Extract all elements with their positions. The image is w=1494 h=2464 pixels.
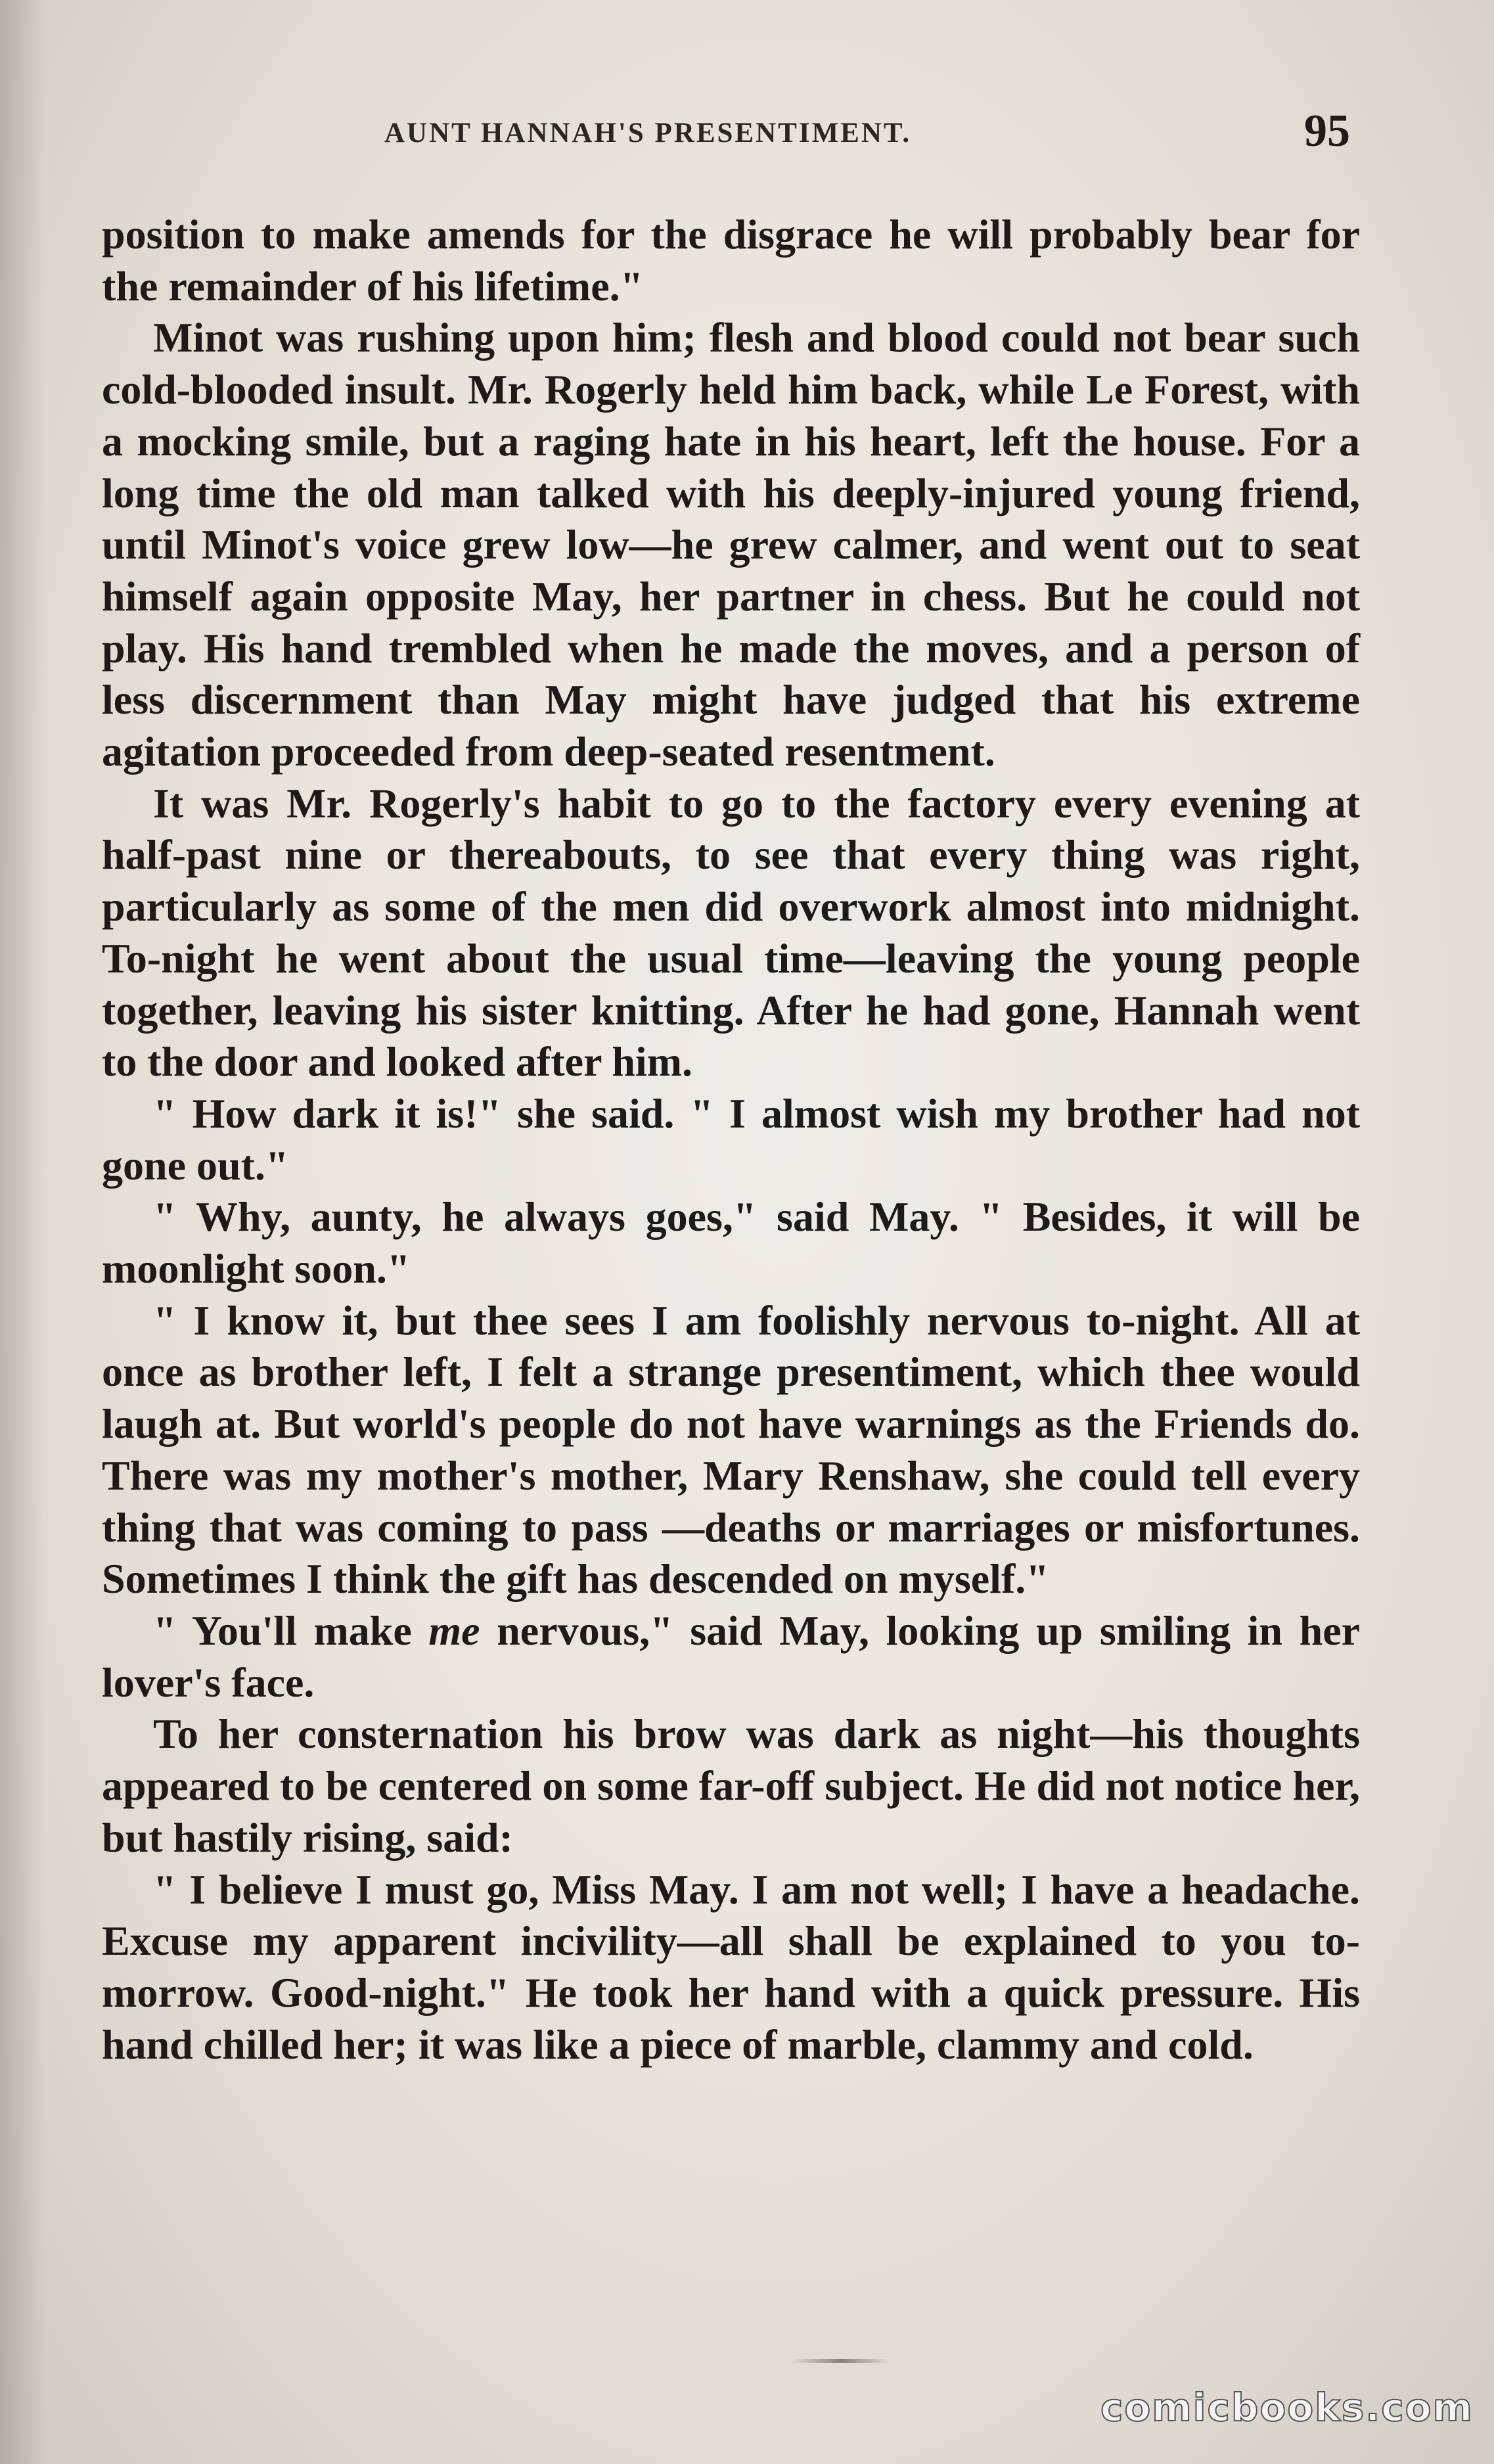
paragraph: " How dark it is!" she said. " I almost wish my brother had not gone out." [102, 1089, 1360, 1189]
paragraph-text: " You'll make [153, 1607, 429, 1654]
paragraph: " I believe I must go, Miss May. I am not well; I have a headache. Excuse my apparent incivility—all shall be explained to you to-morrow. Good-night." He took her hand with a quick pressure. His hand chilled her; it was like a piece of marble, clammy and cold. [102, 1865, 1360, 2068]
paragraph: " I know it, but thee sees I am foolishly nervous to-night. All at once as brother left, I felt a strange presentiment, which thee would laugh at. But world's people do not have warnings as the Friends do. There was my mother's mother, Mary Renshaw, she could tell every thing that was coming to pass —deaths or marriages or misfortunes. Sometimes I think the gift has descended on myself." [102, 1296, 1360, 1603]
paragraph: To her consternation his brow was dark as night—his thoughts appeared to be centered on some far-off subject. He did not notice her, but hastily rising, said: [102, 1710, 1360, 1861]
paragraph: Minot was rushing upon him; flesh and blood could not bear such cold-blooded insult. Mr. Rogerly held him back, while Le Forest, with a mocking smile, but a raging hate in his heart, left the house. For a long time the old man talked with his deeply-injured young friend, until Minot's voice grew low—he grew calmer, and went out to seat himself again opposite May, her partner in chess. But he could not play. His hand trembled when he made the moves, and a person of less discernment than May might have judged that his extreme agitation proceeded from deep-seated resentment. [102, 314, 1360, 775]
paragraph: It was Mr. Rogerly's habit to go to the factory every evening at half-past nine or thereabouts, to see that every thing was right, particularly as some of the men did overwork almost into midnight. To-night he went about the usual time—leaving the young people together, leaving his sister knitting. After he had gone, Hannah went to the door and looked after him. [102, 779, 1360, 1085]
watermark-logo: comicbooks.com [1100, 2385, 1474, 2430]
emphasized-word: me [428, 1607, 480, 1654]
paragraph-text: nervous," said May, looking up smiling in her lover's face. [102, 1607, 1361, 1706]
page-header [0, 105, 1494, 164]
paragraph [102, 1605, 1360, 1708]
body-text [102, 209, 1360, 2070]
running-title: AUNT HANNAH'S PRESENTIMENT. [384, 118, 912, 148]
page-number: 95 [1304, 106, 1350, 156]
paragraph: " Why, aunty, he always goes," said May. " Besides, it will be moonlight soon." [102, 1193, 1360, 1292]
paragraph: position to make amends for the disgrace he will probably bear for the remainder of his lifetime." [102, 211, 1360, 309]
printer-ornament [792, 2359, 890, 2363]
